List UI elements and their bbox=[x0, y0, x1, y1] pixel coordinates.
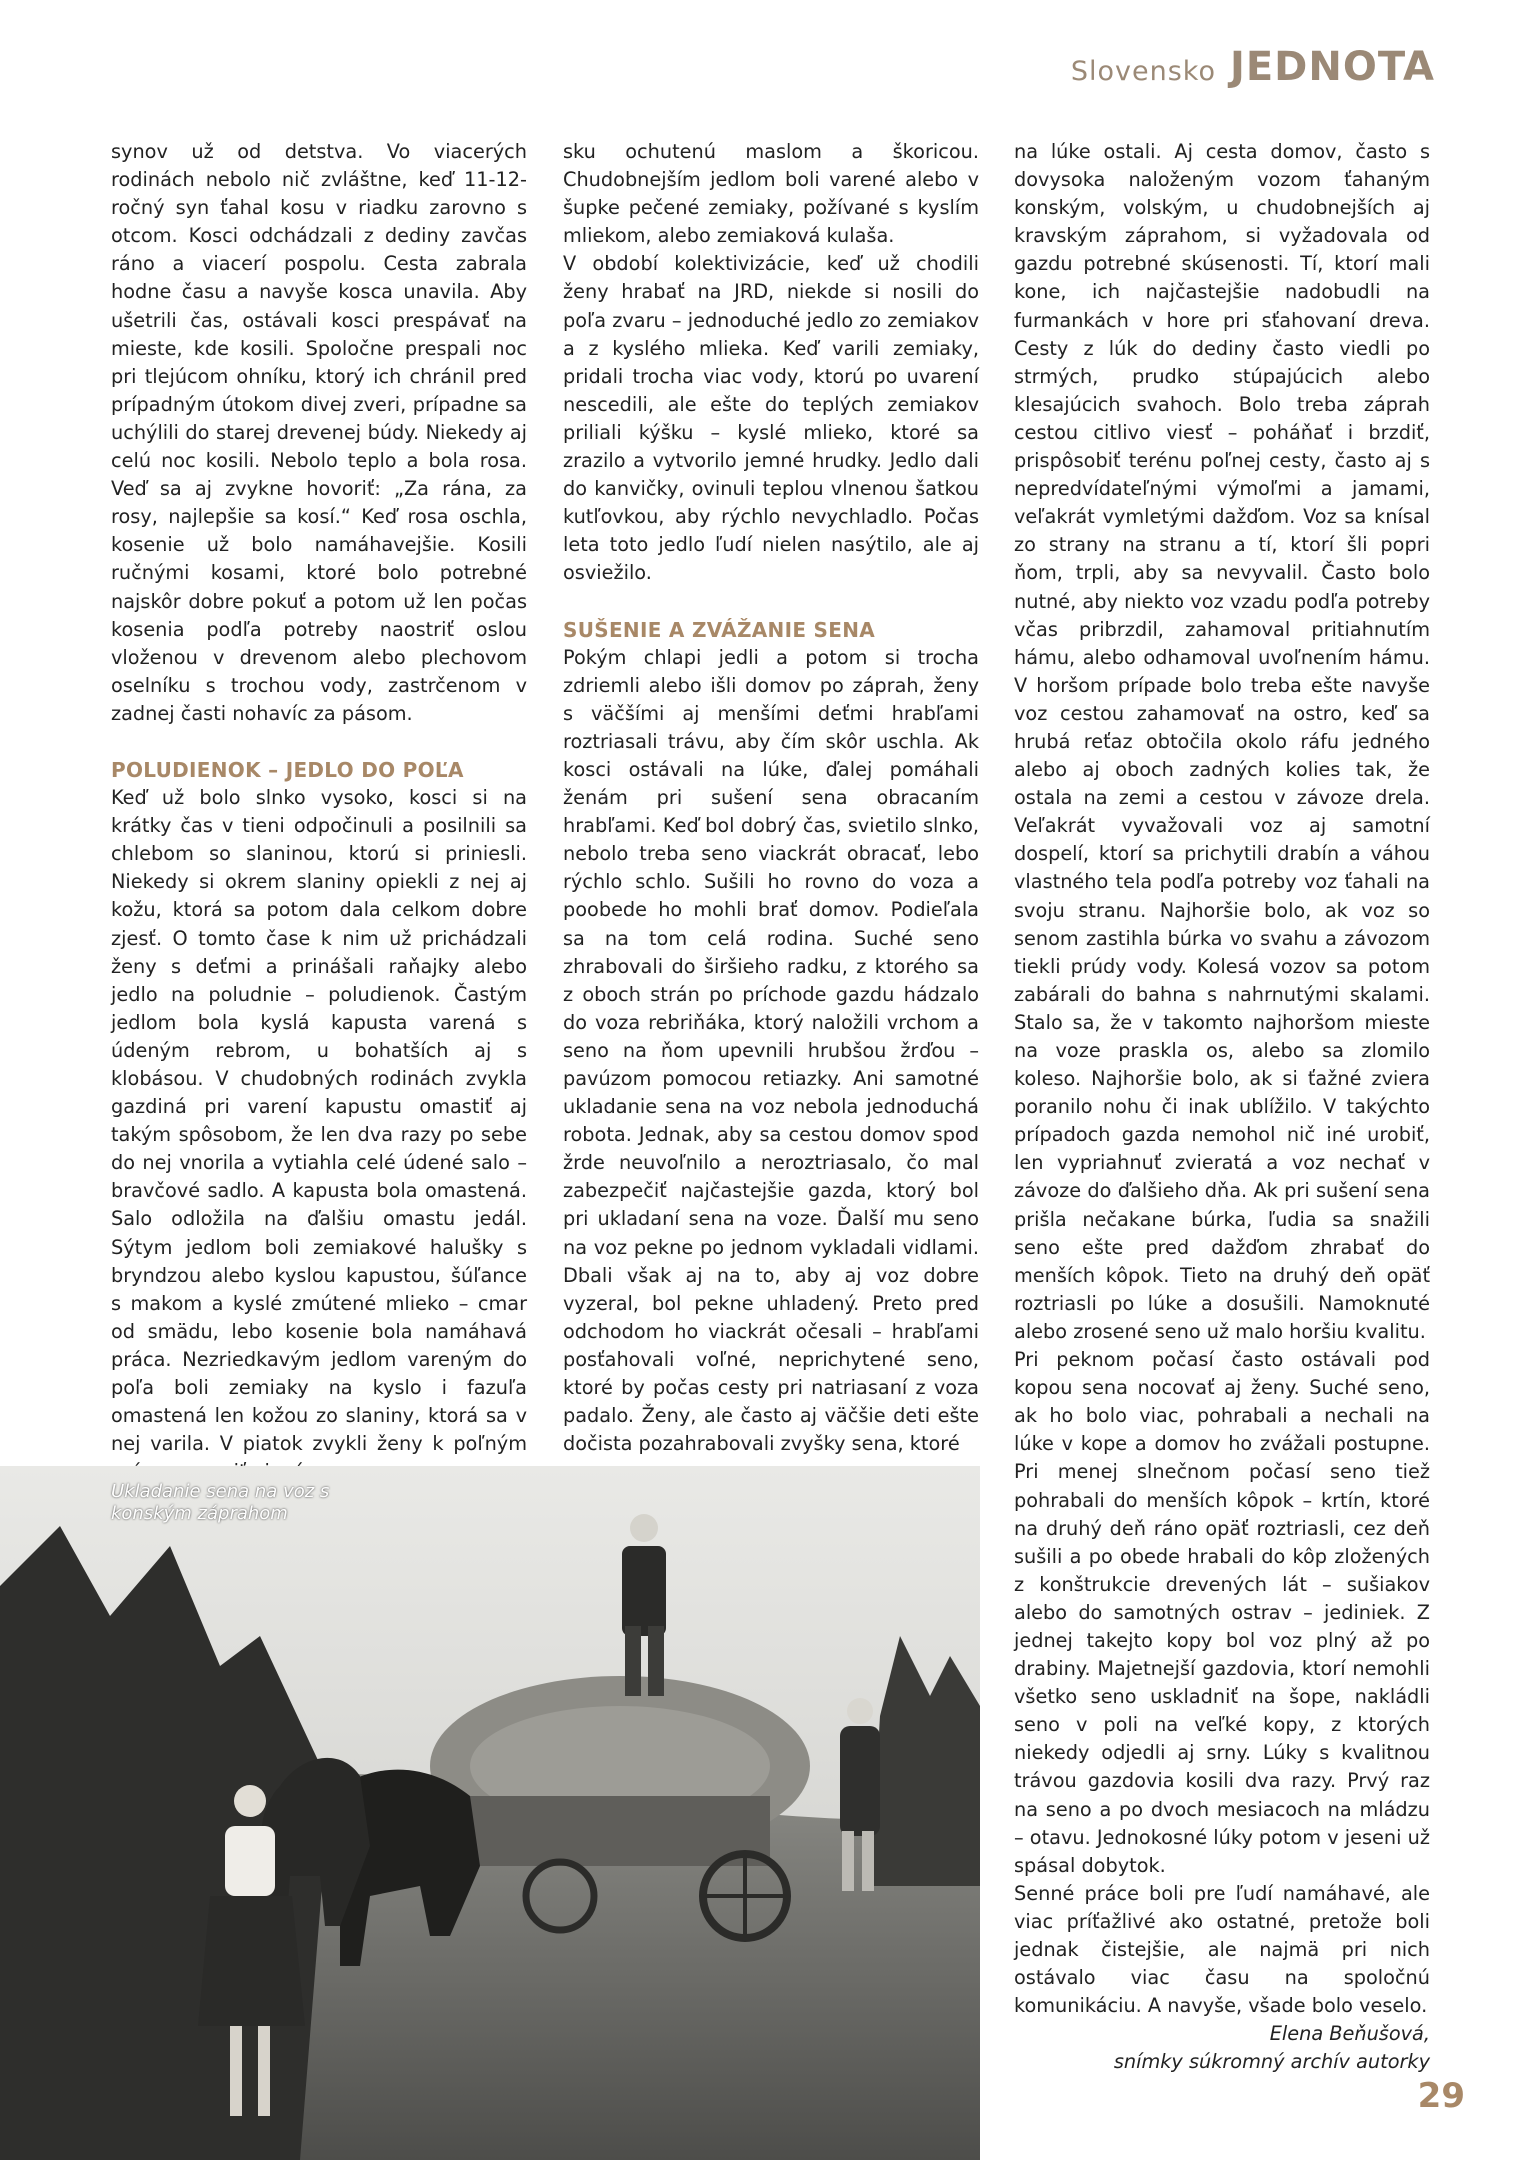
paragraph: na lúke ostali. Aj cesta domov, často s dovysoka naloženým vozom ťahaným konským, volským, u chudobnejších aj kravským záprahom, si vyžadovala od gazdu potrebné skúsenosti. Tí, ktorí mali kone, ich najčastejšie nadobudli na furmankách v hore pri sťahovaní dreva. Cesty z lúk do dediny často viedli po strmých, prudko stúpajúcich alebo klesajúcich svahoch. Bolo treba záprah cestou citlivo viesť – poháňať i brzdiť, prispôsobiť terénu poľnej cesty, často aj s nepredvídateľnými výmoľmi a jamami, veľakrát vymletými dažďom. Voz sa knísal zo strany na stranu a tí, ktorí šli popri ňom, trpli, aby sa nevyvalil. Často bolo nutné, aby niekto voz vzadu podľa potreby včas pribrzdil, zahamoval pritiahnutím hámu, alebo odhamoval uvoľnením hámu. V horšom prípade bolo treba ešte navyše voz cestou zahamovať na ostro, keď sa hrubá reťaz obtočila okolo ráfu jedného alebo aj oboch zadných kolies tak, že ostala na zemi a cestou v závoze drela. Veľakrát vyvažovali voz aj samotní dospelí, ktorí sa prichytili drabín a váhou vlastného tela podľa potreby voz ťahali na svoju stranu. Najhoršie bolo, ak voz so senom zastihla búrka vo svahu a závozom tiekli prúdy vody. Kolesá vozov sa potom zabárali do bahna s nahrnutými skalami. Stalo sa, že v takomto najhoršom mieste na voze praskla os, alebo sa zlomilo koleso. Najhoršie bolo, ak si ťažné zviera poranilo nohu či inak ublížilo. V takýchto prípadoch gazda nemohol nič iné urobiť, len vypriahnuť zvieratá a voz nechať v závoze do ďalšieho dňa. Ak pri sušení sena prišla nečakane búrka, ľudia sa snažili seno ešte pred dažďom zhrabať do menších kôpok. Tieto na druhý deň opäť roztriasli po lúke a dosušili. Namoknuté alebo zrosené seno už malo horšiu kvalitu. bbox=[1014, 140, 1430, 1343]
photo-caption: Ukladanie sena na voz s konským záprahom bbox=[111, 1481, 330, 1524]
masthead bbox=[1071, 44, 1435, 90]
paragraph: synov už od detstva. Vo viacerých rodinách nebolo nič zvláštne, keď 11-12-ročný syn ťahal kosu v riadku zarovno s otcom. Kosci odchádzali z dediny zavčas ráno a viacerí pospolu. Cesta zabrala hodne času a navyše kosca unavila. Aby ušetrili čas, ostávali kosci prespávať na mieste, kde kosili. Spoločne prespali noc pri tlejúcom ohníku, ktorý ich chránil pred prípadným útokom divej zveri, prípadne sa uchýlili do starej drevenej búdy. Niekedy aj celú noc kosili. Nebolo teplo a bola rosa. Veď sa aj zvykne hovoriť: „Za rána, za rosy, najlepšie sa kosí.“ Keď rosa oschla, kosenie už bolo namáhavejšie. Kosili ručnými kosami, ktoré bolo potrebné najskôr dobre pokuť a potom už len počas kosenia podľa potreby naostriť oslou vloženou v drevenom alebo plechovom oselníku s trochou vody, zastrčenom v zadnej časti nohavíc za pásom. bbox=[111, 140, 527, 725]
paragraph: Pri peknom počasí často ostávali pod kopou sena nocovať aj ženy. Suché seno, ak ho bolo viac, pohrabali a nechali na lúke v kope a domov ho zvážali postupne. Pri menej slnečnom počasí seno tiež pohrabali do menších kôpok – krtín, ktoré na druhý deň ráno opäť roztriasli, cez deň sušili a po obede hrabali do kôp zložených z konštrukcie drevených lát – sušiakov alebo do samotných ostrav – jediniek. Z jednej takejto kopy bol voz plný až po drabiny. Majetnejší gazdovia, ktorí nemohli všetko seno uskladniť na šope, nakládli seno v poli na veľké kopy, z ktorých niekedy odjedli aj srny. Lúky s kvalitnou trávou gazdovia kosili dva razy. Prvý raz na seno a po dvoch mesiacoch na mládzu – otavu. Jednokosné lúky potom v jeseni už spásal dobytok. bbox=[1014, 1348, 1430, 1877]
archive-photo-hay-wagon bbox=[0, 1466, 980, 2160]
publication-name-big: JEDNOTA bbox=[1229, 44, 1435, 90]
paragraph: Senné práce boli pre ľudí namáhavé, ale viac príťažlivé ako ostatné, pretože boli jednak čistejšie, ale najmä pri nich ostávalo viac času na spoločnú komunikáciu. A navyše, všade bolo veselo. bbox=[1014, 1881, 1430, 2018]
article-column-2 bbox=[563, 138, 979, 1458]
photo-credit: snímky súkromný archív autorky bbox=[1113, 2050, 1430, 2074]
page-number: 29 bbox=[1417, 2076, 1465, 2116]
paragraph: Keď už bolo slnko vysoko, kosci si na krátky čas v tieni odpočinuli a posilnili sa chlebom so slaninou, ktorú si priniesli. Niekedy si okrem slaniny opiekli z nej aj kožu, ktorá sa potom dala celkom dobre zjesť. O tomto čase k nim už prichádzali ženy s deťmi a prinášali raňajky alebo jedlo na poludnie – poludienok. Častým jedlom bola kyslá kapusta varená s údeným rebrom, u bohatších aj s klobásou. V chudobných rodinách zvykla gazdiná pri varení kapustu omastiť aj takým spôsobom, že len dva razy po sebe do nej vnorila a vytiahla celé údené salo – bravčové sadlo. A kapusta bola omastená. Salo odložila na ďalšiu omastu jedál. Sýtym jedlom boli zemiakové halušky s bryndzou alebo kyslou kapustou, šúľance s makom a kyslé zmútené mlieko – cmar od smädu, lebo kosenie bola namáhavá práca. Nezriedkavým jedlom vareným do poľa boli zemiaky na kyslo i fazuľa omastená len kožou zo slaniny, ktorá sa v nej varila. V piatok zvykli ženy k poľným bbox=[111, 786, 527, 1456]
photo-illustration bbox=[0, 1466, 980, 2160]
article-column-3 bbox=[1014, 138, 1430, 2076]
paragraph: Pokým chlapi jedli a potom si trocha zdriemli alebo išli domov po záprah, ženy s väčšími aj menšími deťmi hrabľami roztriasali trávu, aby čím skôr uschla. Ak kosci ostávali na lúke, ďalej pomáhali ženám pri sušení sena obracaním hrabľami. Keď bol dobrý čas, svietilo slnko, nebolo treba seno viackrát obracať, lebo rýchlo schlo. Sušili ho rovno do voza a poobede ho mohli brať domov. Podieľala sa na tom celá rodina. Suché seno zhrabovali do širšieho radku, z ktorého sa z oboch strán po príchode gazdu hádzalo do voza rebriňáka, ktorý naložili vrchom a seno na ňom upevnili hrubšou žrďou – pavúzom pomocou retiazky. Ani samotné ukladanie sena na voz nebola jednoduchá robota. Jednak, aby sa cestou domov spod žrde neuvoľnilo a neroztriasalo, čo mal zabezpečiť najčastejšie gazda, ktorý bol pri ukladaní sena na voze. Ďalší mu seno na voz pekne po jednom vykladali vidlami. Dbali však aj na to, aby aj voz dobre vyzeral, bol pekne uhladený. Preto pred odchodom ho viackrát očesali – hrabľami posťahovali voľné, neprichytené seno, ktoré by počas cesty pri natriasaní z voza padalo. Ženy, ale často aj väčšie deti ešte dočista pozahrabovali zvyšky sena, ktoré bbox=[563, 645, 979, 1456]
section-heading-poludienok: POLUDIENOK – JEDLO DO POĽA bbox=[111, 757, 464, 782]
publication-name-small: Slovensko bbox=[1070, 56, 1216, 87]
author-signature: Elena Beňušová, bbox=[1269, 2022, 1430, 2046]
paragraph: sku ochutenú maslom a škoricou. Chudobnejším jedlom boli varené alebo v šupke pečené zemiaky, požívané s kyslím mliekom, alebo zemiaková kulaša. bbox=[563, 140, 979, 248]
section-heading-susenie: SUŠENIE A ZVÁŽANIE SENA bbox=[563, 617, 876, 642]
paragraph: V období kolektivizácie, keď už chodili ženy hrabať na JRD, niekde si nosili do poľa zvaru – jednoduché jedlo zo zemiakov a z kyslého mlieka. Keď varili zemiaky, pridali trocha viac vody, ktorú po uvarení nescedili, ale ešte do teplých zemiakov priliali kýšku – kyslé mlieko, ktoré sa zrazilo a vytvorilo jemné hrudky. Jedlo dali do kanvičky, ovinuli teplou vlnenou šatkou kutľovkou, aby rýchlo nevychladlo. Počas leta toto jedlo ľudí nielen nasýtilo, ale aj osviežilo. bbox=[563, 252, 979, 585]
article-column-1 bbox=[111, 138, 527, 1486]
